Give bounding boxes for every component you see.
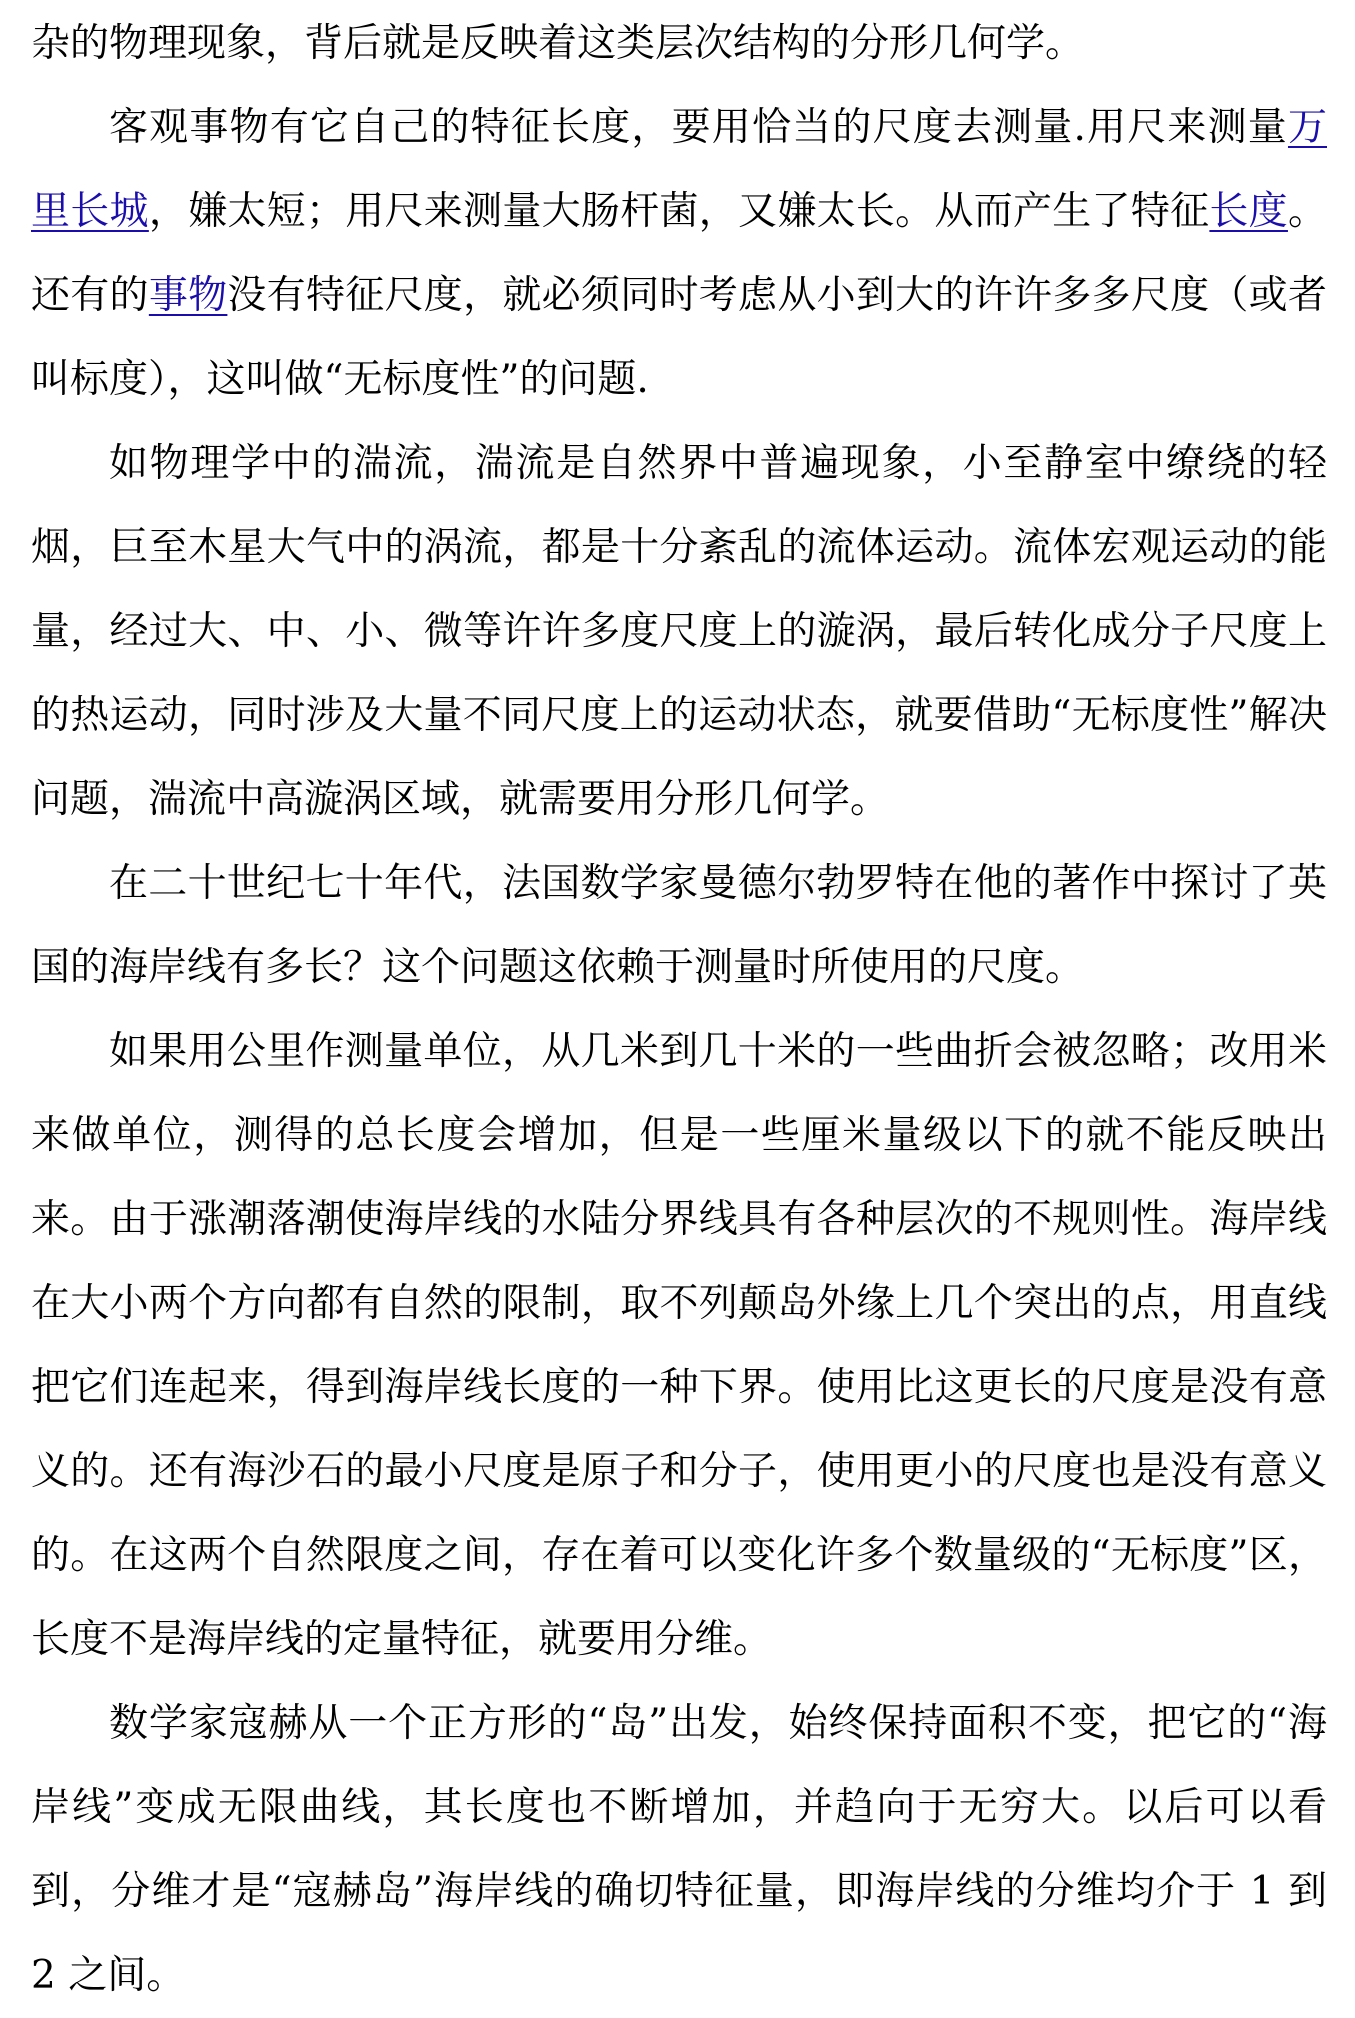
- paragraph-5-text: 如果用公里作测量单位，从几米到几十米的一些曲折会被忽略；改用米来做单位，测得的总长度会增加，但是一些厘米量级以下的就不能反映出来。由于涨潮落潮使海岸线的水陆分界线具有各种层次的不规则性。海岸线在大小两个方向都有自然的限制，取不列颠岛外缘上几个突出的点，用直线把它们连起来，得到海岸线长度的一种下界。使用比这更长的尺度是没有意义的。还有海沙石的最小尺度是原子和分子，使用更小的尺度也是没有意义的。在这两个自然限度之间，存在着可以变化许多个数量级的“无标度”区，长度不是海岸线的定量特征，就要用分维。: [31, 1029, 1327, 1662]
- paragraph-5: [31, 1010, 1327, 1682]
- document-page: [31, 0, 1327, 2016]
- paragraph-1: [31, 2, 1327, 86]
- paragraph-2-text-b: ，嫌太短；用尺来测量大肠杆菌，又嫌太长。从而产生了特征: [148, 189, 1210, 234]
- paragraph-6: [31, 1682, 1327, 2018]
- paragraph-2-text-c: 。还有的: [31, 189, 1327, 318]
- paragraph-2-text-d: 没有特征尺度，就必须同时考虑从小到大的许许多多尺度（或者叫标度），这叫做“无标度性”的问题.: [31, 273, 1327, 402]
- link-length[interactable]: 长度: [1209, 189, 1288, 234]
- paragraph-3: [31, 422, 1327, 842]
- paragraph-2: [31, 86, 1327, 422]
- paragraph-3-text: 如物理学中的湍流，湍流是自然界中普遍现象，小至静室中缭绕的轻烟，巨至木星大气中的涡流，都是十分紊乱的流体运动。流体宏观运动的能量，经过大、中、小、微等许许多度尺度上的漩涡，最后转化成分子尺度上的热运动，同时涉及大量不同尺度上的运动状态，就要借助“无标度性”解决问题，湍流中高漩涡区域，就需要用分形几何学。: [31, 441, 1327, 822]
- link-great-wall[interactable]: 万里长城: [31, 105, 1327, 234]
- paragraph-6-text: 数学家寇赫从一个正方形的“岛”出发，始终保持面积不变，把它的“海岸线”变成无限曲线，其长度也不断增加，并趋向于无穷大。以后可以看到，分维才是“寇赫岛”海岸线的确切特征量，即海岸线的分维均介于 1 到 2 之间。: [31, 1701, 1327, 1998]
- paragraph-4-text: 在二十世纪七十年代，法国数学家曼德尔勃罗特在他的著作中探讨了英国的海岸线有多长？这个问题这依赖于测量时所使用的尺度。: [31, 861, 1327, 990]
- link-things[interactable]: 事物: [148, 273, 228, 318]
- paragraph-1-text: 杂的物理现象，背后就是反映着这类层次结构的分形几何学。: [31, 21, 1085, 66]
- paragraph-4: [31, 842, 1327, 1010]
- paragraph-2-text-a: 客观事物有它自己的特征长度，要用恰当的尺度去测量.用尺来测量: [109, 105, 1288, 150]
